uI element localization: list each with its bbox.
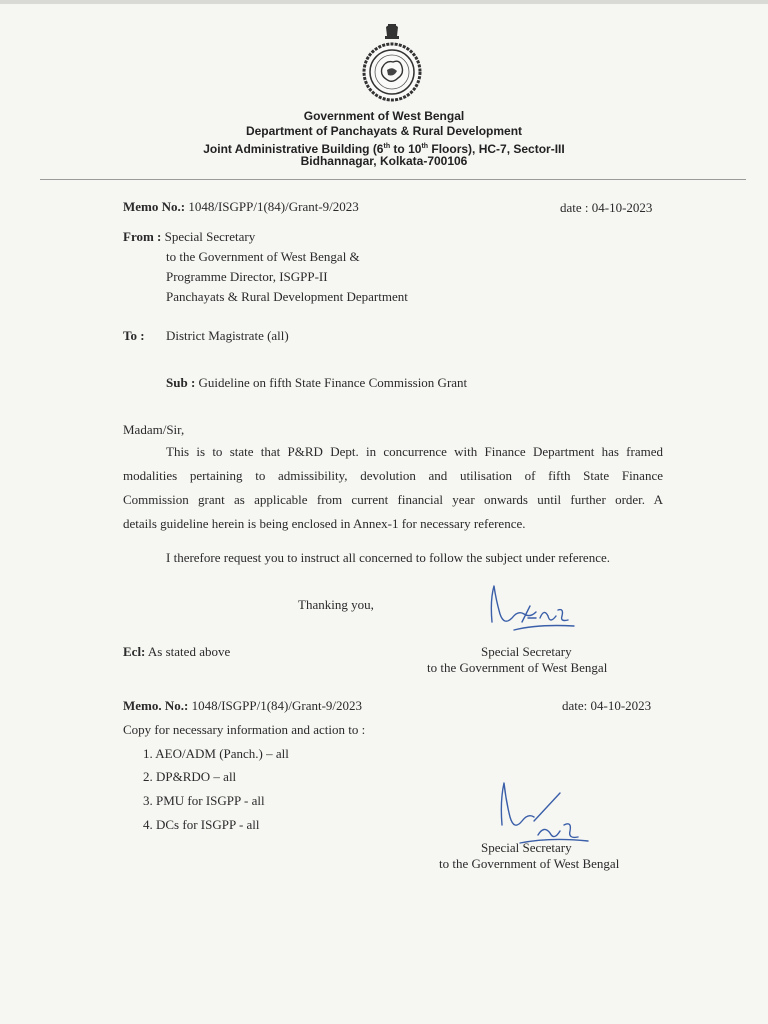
copy-list-item: 4. DCs for ISGPP - all [143,817,260,832]
body-paragraph-1 [123,440,663,536]
page-top-edge [0,0,768,4]
closing: Thanking you, [298,597,374,612]
memo-number: Memo No.: 1048/ISGPP/1(84)/Grant-9/2023 [123,199,359,214]
salutation: Madam/Sir, [123,422,185,437]
memo-date: date : 04-10-2023 [560,200,653,215]
from-line-3: Programme Director, ISGPP-II [166,269,328,284]
header-divider [40,179,746,180]
signature-1-subtitle: to the Government of West Bengal [427,660,608,675]
copy-intro: Copy for necessary information and action to : [123,722,366,737]
body-line: This is to state that P&RD Dept. in concurrence with Finance Department has framed [166,444,663,459]
copy-memo-number: Memo. No.: 1048/ISGPP/1(84)/Grant-9/2023 [123,698,363,713]
signature-1-title: Special Secretary [481,644,572,659]
from-line: From : Special Secretary [123,229,256,244]
letterhead-department: Department of Panchayats & Rural Development [245,124,523,138]
subject-line: Sub : Guideline on fifth State Finance Commission Grant [166,375,468,390]
letterhead-city: Bidhannagar, Kolkata-700106 [300,154,468,168]
signature-1-handwriting-icon [478,580,598,650]
signature-2-title: Special Secretary [481,840,572,855]
signature-2-subtitle: to the Government of West Bengal [439,856,620,871]
state-emblem-icon [360,22,424,102]
to-label: To : [123,328,145,343]
letterhead-address: Joint Administrative Building (6th to 10th Floors), HC-7, Sector-III [203,142,565,156]
copy-list-item: 3. PMU for ISGPP - all [143,793,265,808]
from-line-2: to the Government of West Bengal & [166,249,360,264]
from-line-4: Panchayats & Rural Development Department [166,289,408,304]
to-value: District Magistrate (all) [166,328,289,343]
copy-list-item: 1. AEO/ADM (Panch.) – all [143,746,289,761]
letterhead-government: Government of West Bengal [303,109,465,123]
body-line: modalities pertaining to admissibility, devolution and utilisation of fifth State Finance [123,468,663,483]
copy-list-item: 2. DP&RDO – all [143,769,237,784]
enclosure-line: Ecl: As stated above [123,644,231,659]
body-line: details guideline herein is being enclosed in Annex-1 for necessary reference. [123,516,526,531]
body-line: Commission grant as applicable from current financial year onwards until further order. A [123,492,663,507]
body-paragraph-2: I therefore request you to instruct all concerned to follow the subject under reference. [166,550,610,565]
copy-memo-date: date: 04-10-2023 [562,698,652,713]
